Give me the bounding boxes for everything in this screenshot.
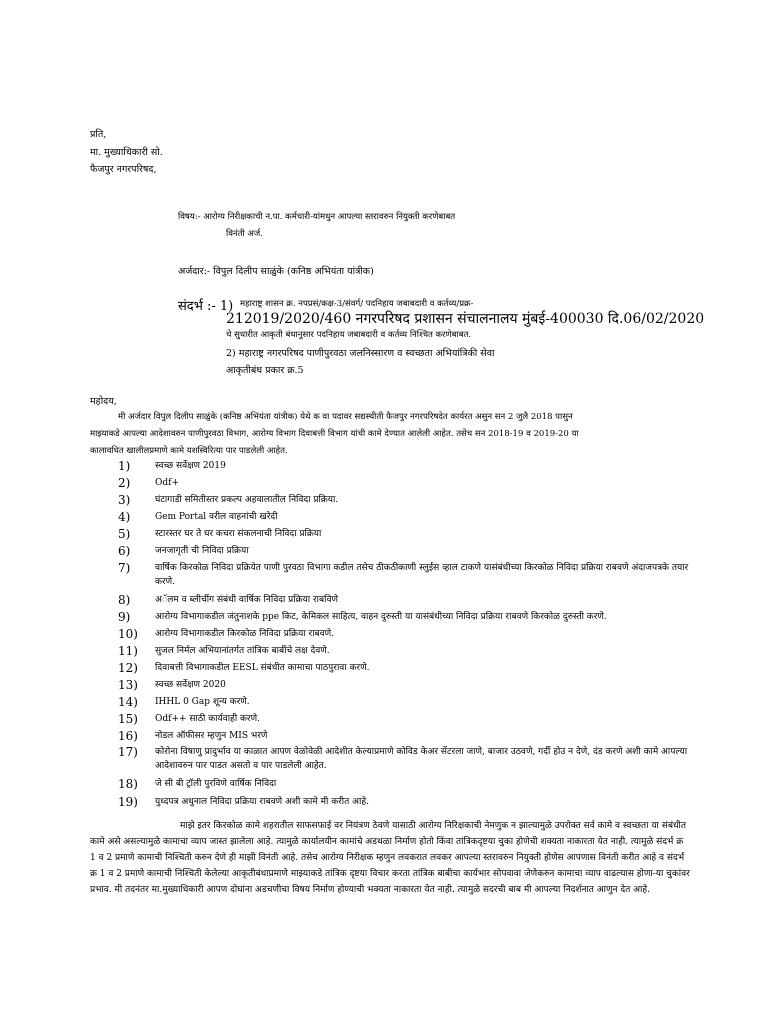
list-item xyxy=(118,643,698,660)
reference-1-line-a: महाराष्ट्र शासन क्र. नपप्रसं/कक्ष-3/संवर्ग/ पदनिहाय जबाबदारी व कर्तव्य/प्रक्र- xyxy=(240,299,474,309)
list-item xyxy=(118,660,698,677)
list-item-number: 11) xyxy=(118,643,138,658)
reference-2-line-b: आकृतीबंध प्रकार क्र.5 xyxy=(226,365,304,376)
reference-prefix: संदर्भ :- 1) xyxy=(178,299,234,314)
list-item-text: कोरोना विषाणु प्रादुर्भाव या काळात आपण वेळोवेळी आदेशीत केल्याप्रमाणे कोविड केअर सेंटरला जाणे, बाजार उठवणे, गर्दी होउ न देणे, दंड करणे अशी कामे आपल्या आदेशावरुन पार पाडत असतो व पार पाडलेली आहेत. xyxy=(155,747,688,772)
list-item-text: आरोग्य विभागाकडील किरकोळ निविदा प्रक्रिया राबवणे. xyxy=(155,628,335,639)
list-item xyxy=(118,776,698,793)
list-item-text: आरोग्य विभागाकडील जंतुनाशके ppe किट, केमिकल साहित्य, वाहन दुरुस्ती या यासंबंधीच्या निविदा प्रक्रिया राबवणे किरकोळ दुरुस्ती करणे. xyxy=(155,611,607,622)
list-item-number: 16) xyxy=(118,729,138,744)
recipient-line-2: मा. मुख्याधिकारी सो. xyxy=(90,147,163,158)
paragraph-1-line-2: माझ्याकडे आपल्या आदेशावरुन पाणीपुरवठा विभाग, आरोग्य विभाग दिवाबत्ती विभाग यांची कामे देण्यात आलेली आहेत. तसेच सन 2018-19 व 2019-20 या xyxy=(90,429,579,439)
list-item-number: 4) xyxy=(118,510,131,525)
list-item xyxy=(118,694,698,711)
list-item-number: 10) xyxy=(118,626,138,641)
subject-line: विषय:- आरोग्य निरीक्षकाची न.पा. कर्मचारी-यांमधुन आपल्या स्तरावरुन नियुक्ती करणेबाबत xyxy=(178,212,456,222)
list-item-text: IHHL 0 Gap शून्य करणे. xyxy=(155,697,250,708)
list-item-text: जे सी बी ट्रॉली पुरविणे वार्षिक निविदा xyxy=(155,779,277,790)
list-item-number: 18) xyxy=(118,777,138,792)
list-item-number: 2) xyxy=(118,476,131,491)
list-item-number: 6) xyxy=(118,544,131,559)
list-item-text: युध्दपत्र अधुनाल निविदा प्रक्रिया राबवणे अशी कामे मी करीत आहे. xyxy=(155,796,369,807)
list-item xyxy=(118,626,698,643)
recipient-line-1: प्रति, xyxy=(90,129,107,140)
reference-1-line-b: 212019/2020/460 नगरपरिषद प्रशासन संचालनालय मुंबई-400030 दि.06/02/2020 xyxy=(226,311,705,327)
reference-1-line-c: चे सुधारीत आकृती बंधानुसार पदनिहाय जबाबदारी व कर्तव्य निश्चित करणेबाबत. xyxy=(226,330,472,340)
recipient-line-3: फैजपुर नगरपरिषद, xyxy=(90,164,157,175)
list-item-text: स्वच्छ सर्वेक्षण 2019 xyxy=(155,461,226,471)
list-item xyxy=(118,458,698,475)
list-item-text: नोडल ऑफीसर म्हणुन MIS भरणे xyxy=(155,731,268,742)
list-item-number: 12) xyxy=(118,660,138,675)
list-item xyxy=(118,561,698,592)
list-item xyxy=(118,526,698,543)
list-item xyxy=(118,711,698,728)
list-item xyxy=(118,475,698,492)
list-item-number: 13) xyxy=(118,678,138,693)
list-item xyxy=(118,677,698,694)
list-item xyxy=(118,728,698,745)
list-item-text: अॅलम व ब्लीचींग संबंधी वार्षिक निविदा प्रक्रिया राबविणे xyxy=(155,594,338,605)
list-item-number: 9) xyxy=(118,609,131,624)
list-item xyxy=(118,794,698,811)
list-item-text: Odf++ साठी कार्यवाही करणे. xyxy=(155,714,260,725)
list-item-text: Gem Portal वरील वाहनांची खरेदी xyxy=(155,512,278,523)
list-item xyxy=(118,509,698,526)
list-item-number: 5) xyxy=(118,527,131,542)
list-item-number: 15) xyxy=(118,712,138,727)
list-item-number: 7) xyxy=(118,560,131,575)
paragraph-1-line-1: मी अर्जदार विपुल दिलीप साळुंके (कनिष्ठ अभियंता यांत्रीक) येथे क वा पदावर सद्यस्थीती फैजपुर नगरपरिषदेत कार्यरत असुन सन 2 जुलै 2018 पासुन xyxy=(118,412,573,422)
salutation: महोदय, xyxy=(90,396,117,407)
paragraph-2: माझे इतर किरकोळ कामे शहरातील साफसफाई वर नियंत्रण ठेवणे यासाठी आरोग्य निरिक्षकाची नेमणुक न झाल्यामुळे उपरोक्त सर्व कामे व स्वच्छता या संबंधीत कामे असे असल्यामुळे कामाचा व्याप जास्त झालेला आहे. त्यामुळे कार्यालयीन कामांचे अडथळा निर्माण होतो किंवा तांत्रिकदृष्टया चुका होणेची शक्यता नाकारता येत नाही. त्यामुळे संदर्भ क्र 1 व 2 प्रमाणे कामाची निश्चिती करुन देणे ही माझी विनंती आहे. तसेच आरोग्य निरीक्षक म्हणुन लवकरात लवकर आपल्या स्तरावरुन नियुक्ती होणेस आपणास विनंती करीत आहे व संदर्भ क्र 1 व 2 प्रमाणे कामाची निश्चिती केलेल्या आकृतीबंधाप्रमाणे माझ्याकडे तांत्रिक दृष्टया विचार करता तांत्रिक बाबीचा कार्यभार सोपवावा जेणेकरुन कामाचा व्याप वाढल्यास होणा-या चुकांवर प्रभाव. मी तदनंतर मा.मुख्याधिकारी आपण दोघांना अडचणीचा विषय निर्माण होण्याची भक्यता नाकारता येत नाही. त्यामुळे सदरची बाब मी आपल्या निदर्शनात आणुन देत आहे. xyxy=(90,821,690,895)
list-item-number: 1) xyxy=(118,459,131,473)
paragraph-1-line-3: कालावधित खालीलप्रमाणे कामे यशस्विरित्या पार पाडलेली आहेत. xyxy=(90,446,288,456)
list-item xyxy=(118,592,698,609)
list-item xyxy=(118,609,698,626)
list-item-text: स्टारस्तर घर ते घर कचरा संकलनाची निविदा प्रक्रिया xyxy=(155,529,322,540)
subject-continuation: विनंती अर्ज. xyxy=(226,229,263,239)
list-item xyxy=(118,745,698,776)
list-item-text: Odf+ xyxy=(155,478,180,489)
list-item-number: 14) xyxy=(118,695,138,710)
list-item-number: 3) xyxy=(118,493,131,508)
list-item-text: घंटागाडी समितीस्तर प्रकल्प अहवालातील निविदा प्रक्रिया. xyxy=(155,495,339,506)
task-list xyxy=(118,458,698,811)
list-item-text: सुजल निर्मल अभियानांतर्गत तांत्रिक बाबींचे लक्ष देवणे. xyxy=(155,645,330,656)
list-item-text: दिवाबत्ती विभागाकडील EESL संबंधीत कामाचा पाठपुरावा करणे. xyxy=(155,662,370,673)
list-item xyxy=(118,543,698,560)
list-item-text: जनजागृती ची निविदा प्रक्रिया xyxy=(155,546,249,557)
list-item xyxy=(118,492,698,509)
list-item-text: स्वच्छ सर्वेक्षण 2020 xyxy=(155,680,226,691)
applicant-line: अर्जदार:- विपुल दिलीप साळुंके (कनिष्ठ अभियंता यांत्रीक) xyxy=(178,266,374,277)
reference-2-line-a: 2) महाराष्ट्र नगरपरिषद पाणीपुरवठा जलनिस्सारण व स्वच्छता अभियांत्रिकी सेवा xyxy=(226,348,495,359)
list-item-number: 19) xyxy=(118,794,138,809)
list-item-number: 8) xyxy=(118,592,131,607)
list-item-number: 17) xyxy=(118,745,138,760)
list-item-text: वार्षिक किरकोळ निविदा प्रक्रियेत पाणी पुरवठा विभागा कडील तसेच ठीकठीकाणी स्लुईस व्हाल टाकणे यासंबंधीच्या किरकोळ निविदा प्रक्रिया राबवणे अंदाजपत्रके तयार करणे. xyxy=(155,562,689,587)
